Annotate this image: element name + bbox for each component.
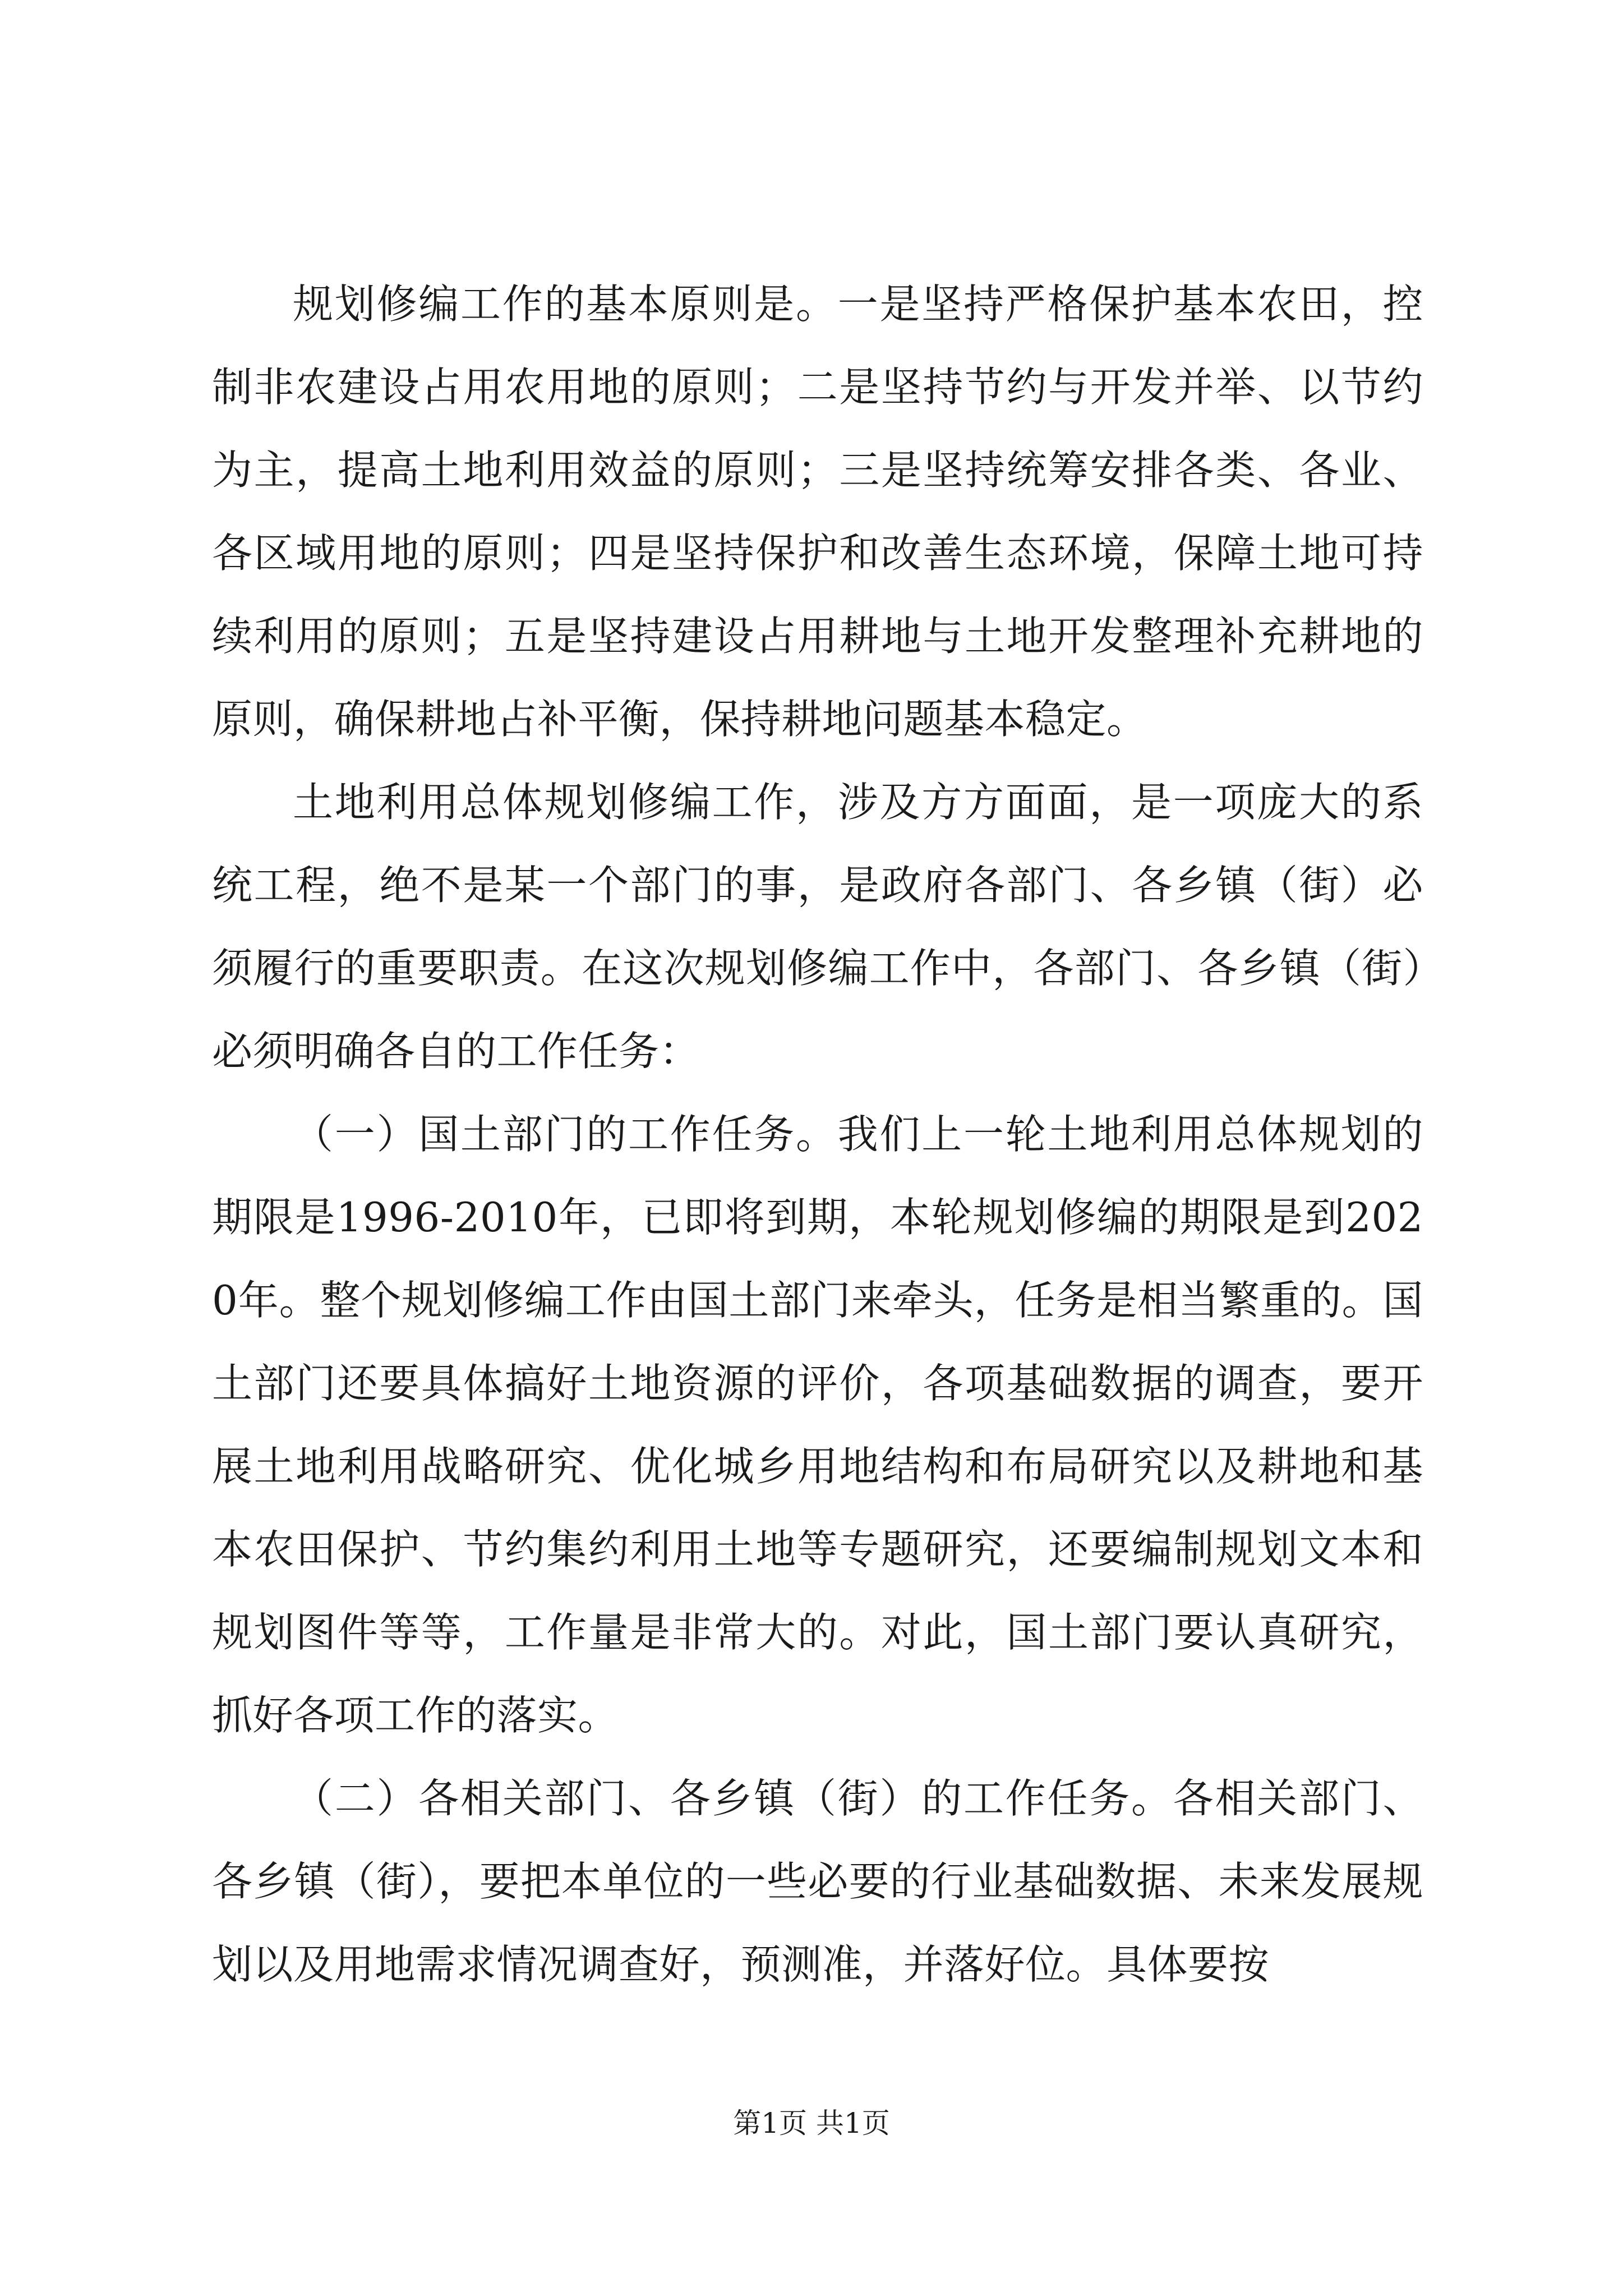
paragraph-principles: 规划修编工作的基本原则是。一是坚持严格保护基本农田，控制非农建设占用农用地的原则；二是坚持节约与开发并举、以节约为主，提高土地利用效益的原则；三是坚持统筹安排各类、各业、各区域用地的原则；四是坚持保护和改善生态环境，保障土地可持续利用的原则；五是坚持建设占用耕地与土地开发整理补充耕地的原则，确保耕地占补平衡，保持耕地问题基本稳定。 [212,280,1423,743]
document-body [212,263,1423,2006]
page-footer: 第1页 共1页 [733,2107,890,2139]
paragraph-overview: 土地利用总体规划修编工作，涉及方方面面，是一项庞大的系统工程，绝不是某一个部门的事，是政府各部门、各乡镇（街）必须履行的重要职责。在这次规划修编工作中，各部门、各乡镇（街）必须明确各自的工作任务： [212,779,1423,1075]
paragraph-land-dept-tasks: （一）国土部门的工作任务。我们上一轮土地利用总体规划的期限是1996-2010年，已即将到期，本轮规划修编的期限是到2020年。整个规划修编工作由国土部门来牵头，任务是相当繁重的。国土部门还要具体搞好土地资源的评价，各项基础数据的调查，要开展土地利用战略研究、优化城乡用地结构和布局研究以及耕地和基本农田保护、节约集约利用土地等专题研究，还要编制规划文本和规划图件等等，工作量是非常大的。对此，国土部门要认真研究，抓好各项工作的落实。 [212,1111,1423,1739]
paragraph-related-dept-tasks: （二）各相关部门、各乡镇（街）的工作任务。各相关部门、各乡镇（街），要把本单位的一些必要的行业基础数据、未来发展规划以及用地需求情况调查好，预测准，并落好位。具体要按 [212,1775,1423,1988]
